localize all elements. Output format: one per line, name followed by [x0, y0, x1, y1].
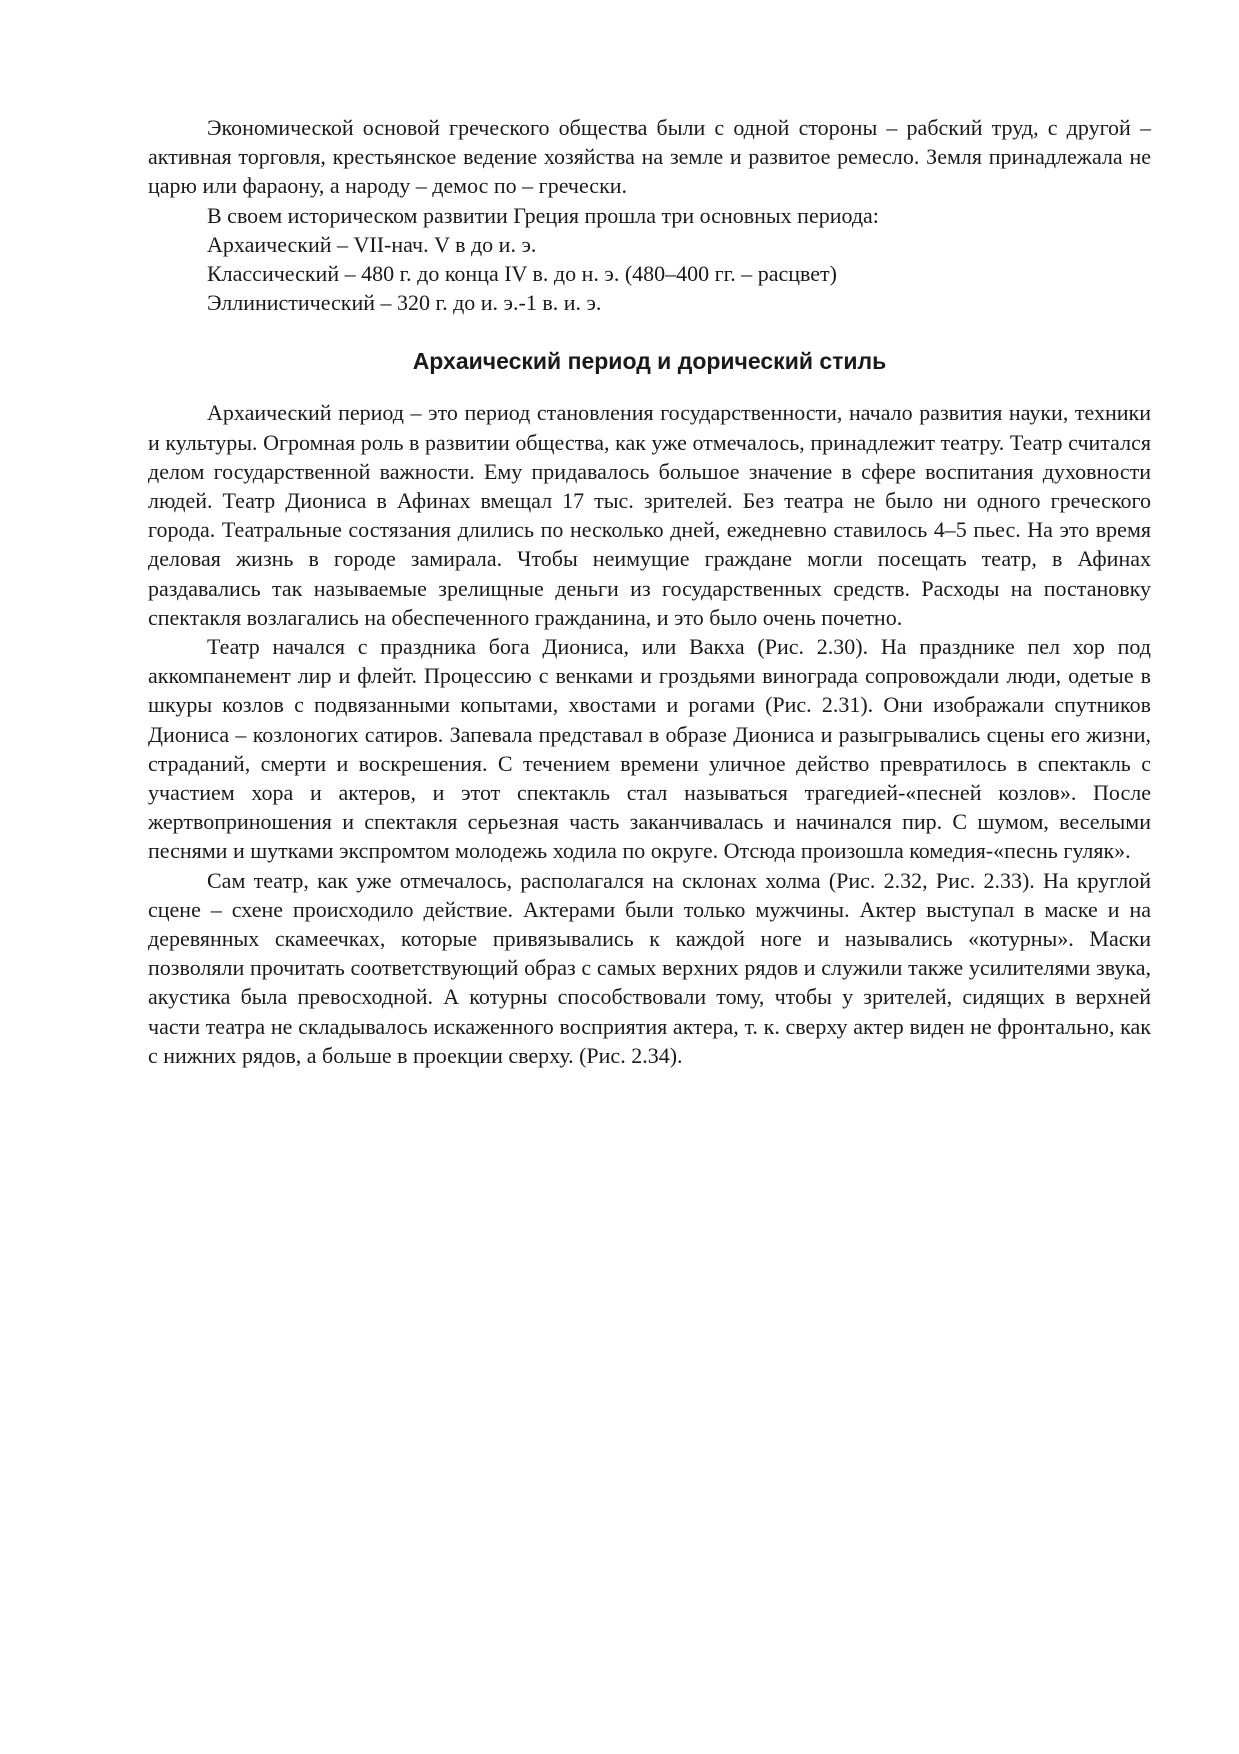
- period-classical: Классический – 480 г. до конца IV в. до н. э. (480–400 гг. – расцвет): [207, 261, 837, 287]
- periods-intro: В своем историческом развитии Греция прошла три основных периода:: [207, 202, 879, 228]
- period-hellenistic: Эллинистический – 320 г. до и. э.-1 в. и. э.: [207, 290, 602, 316]
- section-heading: Архаический период и дорический стиль: [412, 348, 887, 375]
- intro-paragraph: Экономической основой греческого общества были с одной стороны – рабский труд, с другой – активная торговля, крестьянское ведение хозяйства на земле и развитое ремесло. Земля принадлежала не царю или фараону, а народу – демос по – гречески.: [148, 115, 1151, 199]
- section-paragraph-3: Сам театр, как уже отмечалось, располагался на склонах холма (Рис. 2.32, Рис. 2.33). На круглой сцене – схене происходило действие. Актерами были только мужчины. Актер выступал в маске и на деревянных скамеечках, которые привязывались к каждой ноге и назывались «котурны». Маски позволяли прочитать соответствующий образ с самых верхних рядов и служили также усилителями звука, акустика была превосходной. А котурны способствовали тому, чтобы у зрителей, сидящих в верхней части театра не складывалось искаженного восприятия актера, т. к. сверху актер виден не фронтально, как с нижних рядов, а больше в проекции сверху. (Рис. 2.34).: [148, 867, 1151, 1068]
- document-page: [148, 113, 1151, 1070]
- section-paragraph-1: Архаический период – это период становления государственности, начало развития науки, техники и культуры. Огромная роль в развитии общества, как уже отмечалось, принадлежит театру. Театр считался делом государственной важности. Ему придавалось большое значение в сфере воспитания духовности людей. Театр Диониса в Афинах вмещал 17 тыс. зрителей. Без театра не было ни одного греческого города. Театральные состязания длились по несколько дней, ежедневно ставилось 4–5 пьес. На это время деловая жизнь в городе замирала. Чтобы неимущие граждане могли посещать театр, в Афинах раздавались так называемые зрелищные деньги из государственных средств. Расходы на постановку спектакля возлагались на обеспеченного гражданина, и это было очень почетно.: [148, 400, 1151, 630]
- section-paragraph-2: Театр начался с праздника бога Диониса, или Вакха (Рис. 2.30). На празднике пел хор под аккомпанемент лир и флейт. Процессию с венками и гроздьями винограда сопровождали люди, одетые в шкуры козлов с подвязанными копытами, хвостами и рогами (Рис. 2.31). Они изображали спутников Диониса – козлоногих сатиров. Запевала представал в образе Диониса и разыгрывались сцены его жизни, страданий, смерти и воскрешения. С течением времени уличное действо превратилось в спектакль с участием хора и актеров, и этот спектакль стал называться трагедией-«песней козлов». После жертвоприношения и спектакля серьезная часть заканчивалась и начинался пир. С шумом, веселыми песнями и шутками экспромтом молодежь ходила по округе. Отсюда произошла комедия-«песнь гуляк».: [148, 634, 1151, 864]
- period-archaic: Архаический – VII-нач. V в до и. э.: [207, 231, 537, 257]
